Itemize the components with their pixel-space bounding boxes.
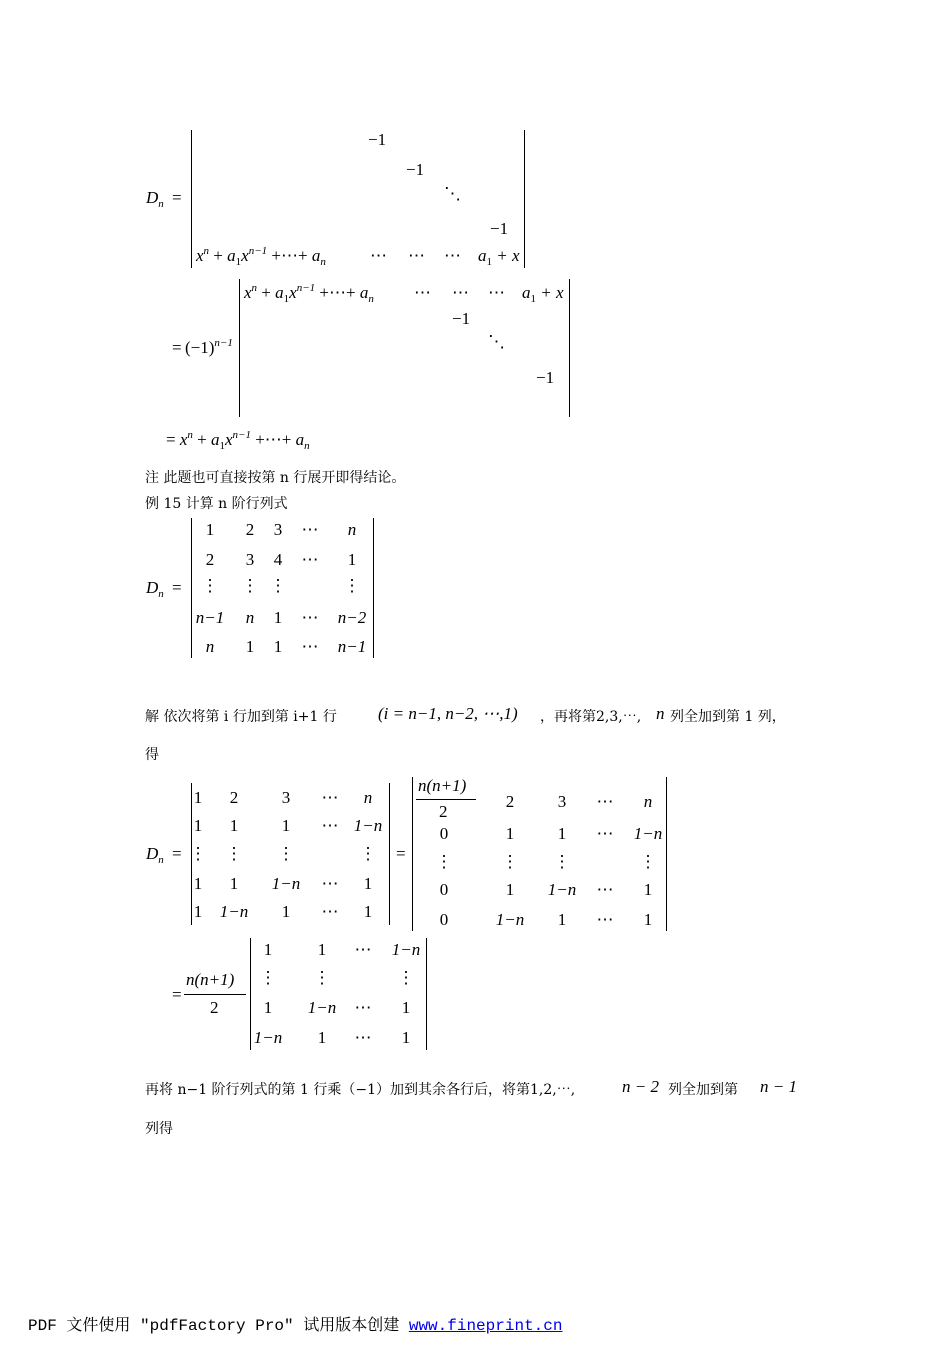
det5-left-bar [250, 938, 251, 1050]
matrix-cell: 3 [281, 788, 291, 807]
matrix-cell: 3 [273, 520, 283, 539]
matrix-cell: 1 [557, 824, 567, 843]
matrix-cell: 4 [273, 550, 283, 569]
matrix-cell: ⋯ [301, 608, 319, 627]
example-title: 例 15 计算 n 阶行列式 [145, 496, 288, 512]
matrix-cell: ⋮ [359, 844, 377, 863]
det4-frac-line [416, 799, 476, 800]
matrix-cell: ⋮ [553, 852, 571, 871]
det2-entry: −1 [452, 309, 471, 328]
det1-entry: −1 [368, 130, 387, 149]
matrix-cell: 1 [643, 880, 653, 899]
solution-de: 得 [145, 747, 159, 763]
det1-last-entry: $a_1 + x$ [478, 246, 520, 268]
matrix-cell: 1−n [219, 902, 249, 921]
matrix-cell: ⋮ [225, 844, 243, 863]
matrix-cell: ⋮ [241, 576, 259, 595]
matrix-cell: 1 [263, 998, 273, 1017]
matrix-cell: ⋯ [321, 816, 339, 835]
matrix-cell: 1 [317, 1028, 327, 1047]
matrix-cell: 0 [439, 824, 449, 843]
matrix-cell: 1−n [353, 816, 383, 835]
matrix-cell: ⋯ [596, 824, 614, 843]
final-part1: 再将 n−1 阶行列式的第 1 行乘（−1）加到其余各行后，将第1,2,⋯, [145, 1082, 576, 1098]
matrix-cell: ⋯ [321, 788, 339, 807]
matrix-cell: ⋯ [596, 880, 614, 899]
matrix-cell: 1−n [253, 1028, 283, 1047]
matrix-cell: ⋯ [301, 637, 319, 656]
matrix-cell: 1 [281, 902, 291, 921]
matrix-cell: 1−n [391, 940, 421, 959]
final-n1: n − 1 [760, 1077, 797, 1096]
det3-equals: = [172, 578, 182, 597]
matrix-cell: 1−n [547, 880, 577, 899]
det4-rhs-left-bar [412, 777, 413, 931]
matrix-cell: ⋮ [313, 968, 331, 987]
matrix-cell: ⋮ [201, 576, 219, 595]
matrix-cell: ⋯ [321, 902, 339, 921]
matrix-cell: 1−n [307, 998, 337, 1017]
det1-entry: −1 [490, 219, 509, 238]
det2-dots: ⋯ [414, 283, 431, 302]
matrix-cell: 1 [273, 637, 283, 656]
matrix-cell: ⋮ [343, 576, 361, 595]
footer [28, 1312, 562, 1335]
matrix-cell: 1 [347, 550, 357, 569]
det5-frac-den: 2 [210, 998, 219, 1017]
final-part2: 列全加到第 [668, 1082, 738, 1098]
matrix-cell: 1 [229, 816, 239, 835]
det3-right-bar [373, 518, 374, 658]
matrix-cell: 1 [363, 902, 373, 921]
matrix-cell: ⋯ [354, 1028, 372, 1047]
matrix-cell: 1 [193, 788, 203, 807]
det1-dots: ⋯ [408, 246, 425, 265]
matrix-cell: ⋮ [435, 852, 453, 871]
matrix-cell: 1 [273, 608, 283, 627]
matrix-cell: 1−n [271, 874, 301, 893]
solution-part1: 解 依次将第 i 行加到第 i+1 行 [145, 709, 337, 725]
solution-part2: ，再将第2,3,⋯, [540, 709, 642, 725]
note-text: 注 此题也可直接按第 n 行展开即得结论。 [145, 470, 406, 486]
det2-last-entry: $a_1 + x$ [522, 283, 564, 305]
matrix-cell: 0 [439, 880, 449, 899]
det4-right-bar [389, 783, 390, 925]
det3-lhs: $D_n$ [146, 578, 164, 600]
matrix-cell: n−1 [195, 608, 225, 627]
matrix-cell: 3 [245, 550, 255, 569]
matrix-cell: 1 [363, 874, 373, 893]
det2-entry: −1 [536, 368, 555, 387]
matrix-cell: 2 [205, 550, 215, 569]
matrix-cell: ⋯ [354, 940, 372, 959]
matrix-cell: ⋯ [321, 874, 339, 893]
matrix-cell: ⋮ [189, 844, 207, 863]
matrix-cell: 2 [245, 520, 255, 539]
matrix-cell: ⋯ [301, 550, 319, 569]
matrix-cell: ⋯ [301, 520, 319, 539]
solution-n: n [656, 704, 665, 723]
matrix-cell: n [205, 637, 215, 656]
matrix-cell: 3 [557, 792, 567, 811]
det2-dots: ⋯ [488, 283, 505, 302]
matrix-cell: 1 [505, 824, 515, 843]
det1-right-bar [524, 130, 525, 268]
matrix-cell: ⋮ [277, 844, 295, 863]
det1-last-row: $x^n + a_1x^{n-1}$ +⋯+ $a_n$ [196, 245, 326, 268]
final-n2: n − 2 [622, 1077, 659, 1096]
footer-text: PDF 文件使用 ″pdfFactory Pro″ 试用版本创建 [28, 1317, 409, 1335]
det5-frac-line [184, 994, 246, 995]
det2-dots: ⋯ [452, 283, 469, 302]
det1-entry: −1 [406, 160, 425, 179]
matrix-cell: 1 [193, 816, 203, 835]
det5-equals: = [172, 985, 182, 1004]
solution-range: (i = n−1, n−2, ⋯,1) [378, 704, 518, 723]
final-line2: 列得 [145, 1121, 173, 1137]
det2-left-bar [239, 279, 240, 417]
det3-left-bar [191, 518, 192, 658]
matrix-cell: n−1 [337, 637, 367, 656]
matrix-cell: n [643, 792, 653, 811]
matrix-cell: 1 [401, 998, 411, 1017]
matrix-cell: 1 [193, 902, 203, 921]
det1-equals: = [172, 188, 182, 207]
matrix-cell: 1 [263, 940, 273, 959]
det1-dots: ⋯ [444, 246, 461, 265]
matrix-cell: ⋯ [354, 998, 372, 1017]
matrix-cell: 1 [505, 880, 515, 899]
matrix-cell: ⋯ [596, 792, 614, 811]
det5-frac-num: n(n+1) [186, 970, 235, 989]
matrix-cell: n−2 [337, 608, 367, 627]
result-line: = $x^n + a_1x^{n-1}$ +⋯+ $a_n$ [166, 429, 310, 452]
det2-right-bar [569, 279, 570, 417]
matrix-cell: 1 [281, 816, 291, 835]
matrix-cell: 1 [317, 940, 327, 959]
matrix-cell: 0 [439, 910, 449, 929]
det2-equals: = [172, 338, 182, 357]
matrix-cell: ⋮ [269, 576, 287, 595]
det2-entry: ⋱ [488, 332, 505, 351]
matrix-cell: 1 [401, 1028, 411, 1047]
matrix-cell: 2 [229, 788, 239, 807]
matrix-cell: n [363, 788, 373, 807]
det1-entry: ⋱ [444, 184, 461, 203]
det1-dots: ⋯ [370, 246, 387, 265]
matrix-cell: ⋮ [397, 968, 415, 987]
det4-lhs: $D_n$ [146, 844, 164, 866]
det1-left-bar [191, 130, 192, 268]
det2-first-row: $x^n + a_1x^{n-1}$ +⋯+ $a_n$ [244, 282, 374, 305]
matrix-cell: 1 [557, 910, 567, 929]
matrix-cell: ⋮ [639, 852, 657, 871]
matrix-cell: 1 [229, 874, 239, 893]
matrix-cell: n [347, 520, 357, 539]
matrix-cell: 1−n [495, 910, 525, 929]
det4-rhs-right-bar [666, 777, 667, 931]
matrix-cell: n [245, 608, 255, 627]
matrix-cell: 1−n [633, 824, 663, 843]
det4-frac-num: n(n+1) [418, 776, 467, 795]
matrix-cell: 1 [193, 874, 203, 893]
det5-right-bar [426, 938, 427, 1050]
matrix-cell: ⋯ [596, 910, 614, 929]
det4-frac-den: 2 [439, 802, 448, 821]
matrix-cell: 1 [643, 910, 653, 929]
matrix-cell: 2 [505, 792, 515, 811]
det2-sign: $(-1)^{n-1}$ [185, 337, 233, 357]
det4-equals: = [172, 844, 182, 863]
matrix-cell: ⋮ [501, 852, 519, 871]
matrix-cell: 1 [205, 520, 215, 539]
solution-part3: 列全加到第 1 列， [670, 709, 786, 725]
det1-lhs: $D_n$ [146, 188, 164, 210]
footer-link[interactable]: www.fineprint.cn [408, 1317, 563, 1335]
matrix-cell: 1 [245, 637, 255, 656]
matrix-cell: ⋮ [259, 968, 277, 987]
det4-equals2: = [396, 844, 406, 863]
